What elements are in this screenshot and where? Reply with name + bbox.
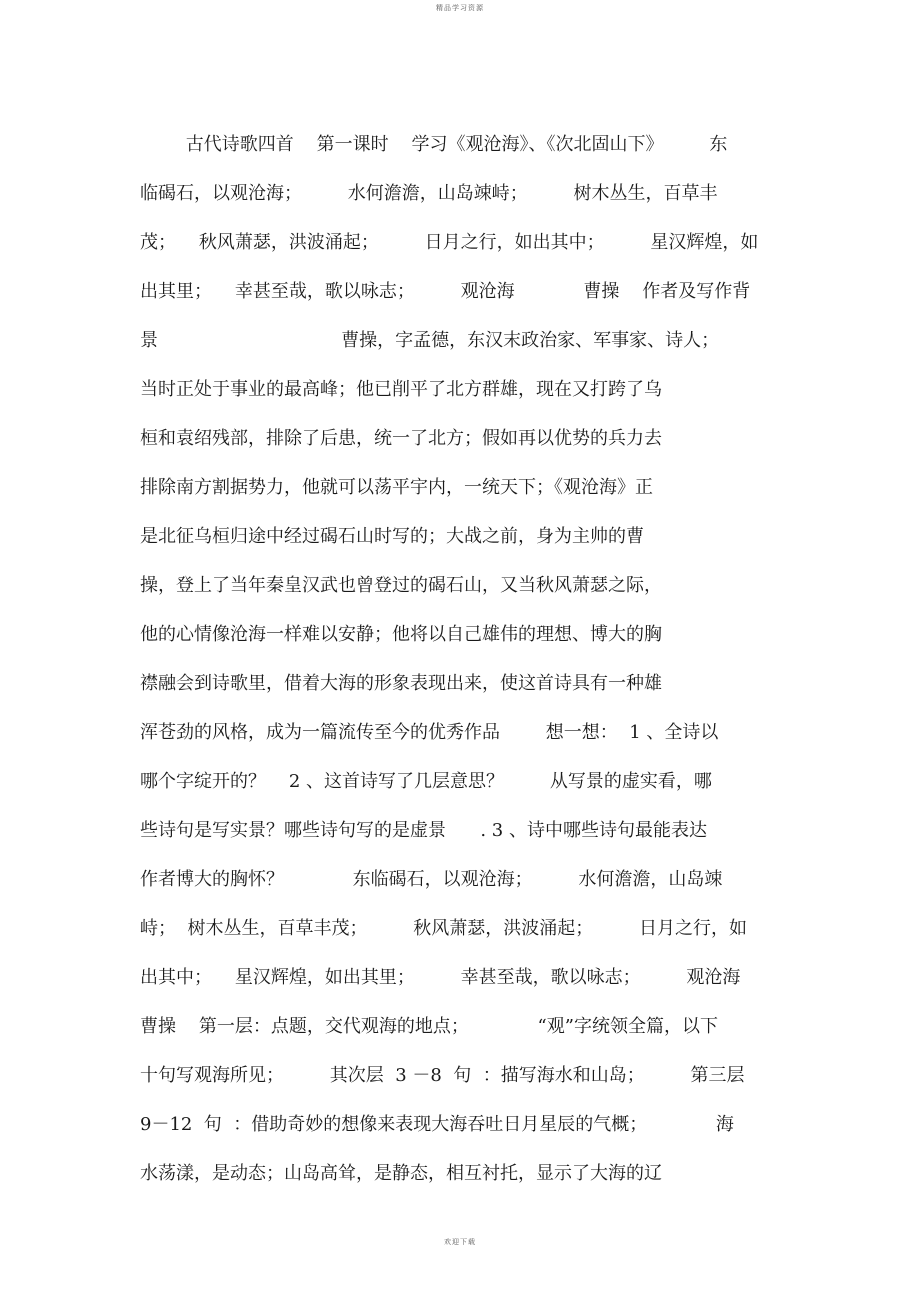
text-line: 哪个字绽开的？ 2 、这首诗写了几层意思？ 从写景的虚实看，哪 bbox=[140, 771, 712, 792]
text-line: 出其中； 星汉辉煌，如出其里； 幸甚至哉，歌以咏志； 观沧海 bbox=[140, 967, 741, 988]
text-line: 操，登上了当年秦皇汉武也曾登过的碣石山，又当秋风萧瑟之际， bbox=[140, 575, 662, 596]
text-line: 襟融会到诗歌里，借着大海的形象表现出来，使这首诗具有一种雄 bbox=[140, 673, 662, 694]
text-line: 古代诗歌四首 第一课时 学习《观沧海》、《次北固山下》 东 bbox=[140, 134, 728, 155]
page-header: 精品学习资源 bbox=[436, 4, 484, 12]
text-line: 桓和袁绍残部，排除了后患，统一了北方；假如再以优势的兵力去 bbox=[140, 428, 662, 449]
text-line: 景 曹操，字孟德，东汉末政治家、军事家、诗人； bbox=[140, 330, 720, 351]
text-line: 十句写观海所见； 其次层 3 －8 句 ：描写海水和山岛； 第三层 bbox=[140, 1065, 745, 1086]
page-footer: 欢迎下载 bbox=[444, 1238, 476, 1246]
text-line: 峙； 树木丛生，百草丰茂； 秋风萧瑟，洪波涌起； 日月之行，如 bbox=[140, 918, 747, 939]
text-line: 曹操 第一层：点题，交代观海的地点； “观”字统领全篇，以下 bbox=[140, 1016, 718, 1037]
text-line: 些诗句是写实景？哪些诗句写的是虚景 . 3 、诗中哪些诗句最能表达 bbox=[140, 820, 707, 841]
text-line: 作者博大的胸怀？ 东临碣石，以观沧海； 水何澹澹，山岛竦 bbox=[140, 869, 723, 890]
text-line: 9－12 句 ：借助奇妙的想像来表现大海吞吐日月星辰的气概； 海 bbox=[140, 1114, 734, 1135]
text-line: 茂； 秋风萧瑟，洪波涌起； 日月之行，如出其中； 星汉辉煌，如 bbox=[140, 232, 759, 253]
text-line: 是北征乌桓归途中经过碣石山时写的；大战之前，身为主帅的曹 bbox=[140, 526, 644, 547]
text-line: 临碣石，以观沧海； 水何澹澹，山岛竦峙； 树木丛生，百草丰 bbox=[140, 183, 718, 204]
text-line: 出其里； 幸甚至哉，歌以咏志； 观沧海 曹操 作者及写作背 bbox=[140, 281, 751, 302]
text-line: 当时正处于事业的最高峰；他已削平了北方群雄，现在又打跨了乌 bbox=[140, 379, 662, 400]
text-line: 他的心情像沧海一样难以安静；他将以自己雄伟的理想、博大的胸 bbox=[140, 624, 662, 645]
text-line: 排除南方割据势力，他就可以荡平宇内，一统天下；《观沧海》正 bbox=[140, 477, 653, 498]
text-line: 水荡漾，是动态；山岛高耸，是静态，相互衬托，显示了大海的辽 bbox=[140, 1163, 662, 1184]
text-line: 浑苍劲的风格，成为一篇流传至今的优秀作品 想一想： 1 、全诗以 bbox=[140, 722, 719, 743]
document-body bbox=[140, 120, 790, 1198]
